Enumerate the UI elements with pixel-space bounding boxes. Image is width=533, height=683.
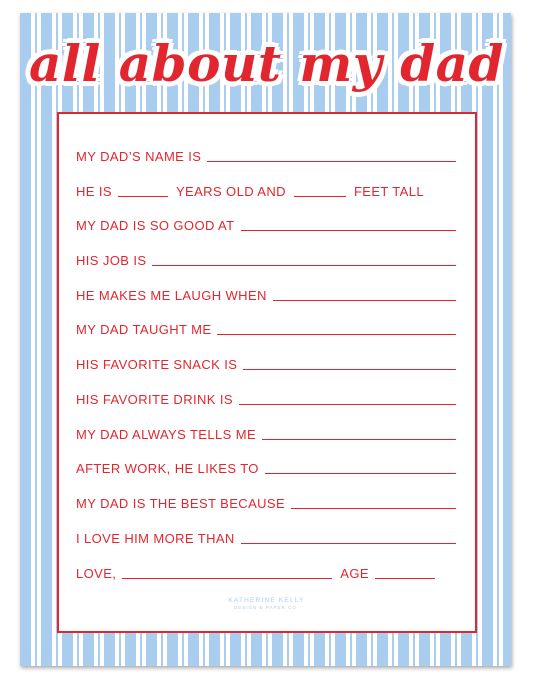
field-label: FEET TALL <box>353 184 425 199</box>
field-label: AFTER WORK, HE LIKES TO <box>76 461 259 476</box>
blank-line[interactable] <box>207 160 456 162</box>
blank-line[interactable] <box>265 472 456 474</box>
field-age-height <box>76 180 456 200</box>
field-label: LOVE, <box>76 566 117 581</box>
field-taught <box>76 318 456 338</box>
field-label: HE IS <box>76 184 112 199</box>
field-drink <box>76 388 456 408</box>
blank-line[interactable] <box>273 299 456 301</box>
page-title: all about my dad <box>28 34 505 93</box>
blank-line[interactable] <box>241 229 457 231</box>
field-love-more <box>76 527 456 547</box>
field-label: I LOVE HIM MORE THAN <box>76 531 235 546</box>
blank-line[interactable] <box>262 438 456 440</box>
blank-line-name[interactable] <box>122 577 332 579</box>
field-signature <box>76 562 456 582</box>
field-best-because <box>76 492 456 512</box>
field-after-work <box>76 457 456 477</box>
blank-line[interactable] <box>243 368 456 370</box>
field-snack <box>76 353 456 373</box>
blank-line[interactable] <box>217 333 456 335</box>
field-dad-name <box>76 145 456 165</box>
field-label: HE MAKES ME LAUGH WHEN <box>76 288 267 303</box>
blank-line[interactable] <box>152 264 456 266</box>
blank-line-age[interactable] <box>118 195 168 197</box>
field-laugh <box>76 284 456 304</box>
brand-name: KATHERINE KELLY <box>228 597 305 604</box>
field-label: HIS FAVORITE DRINK IS <box>76 392 233 407</box>
field-job <box>76 249 456 269</box>
field-label: YEARS OLD AND <box>175 184 286 199</box>
field-label: MY DAD IS SO GOOD AT <box>76 218 235 233</box>
blank-line[interactable] <box>291 507 456 509</box>
blank-line[interactable] <box>239 403 456 405</box>
blank-line[interactable] <box>241 542 456 544</box>
field-label: MY DAD’S NAME IS <box>76 149 202 164</box>
blank-line-height[interactable] <box>294 195 346 197</box>
blank-line-age[interactable] <box>375 577 435 579</box>
brand-logo <box>0 597 533 611</box>
field-label: MY DAD ALWAYS TELLS ME <box>76 427 257 442</box>
field-label: HIS JOB IS <box>76 253 147 268</box>
field-label: AGE <box>340 566 369 581</box>
field-tells <box>76 423 456 443</box>
field-label: MY DAD IS THE BEST BECAUSE <box>76 496 286 511</box>
field-label: HIS FAVORITE SNACK IS <box>76 357 238 372</box>
field-good-at <box>76 214 456 234</box>
field-label: MY DAD TAUGHT ME <box>76 322 212 337</box>
brand-tagline: DESIGN & PAPER CO. <box>234 605 299 610</box>
